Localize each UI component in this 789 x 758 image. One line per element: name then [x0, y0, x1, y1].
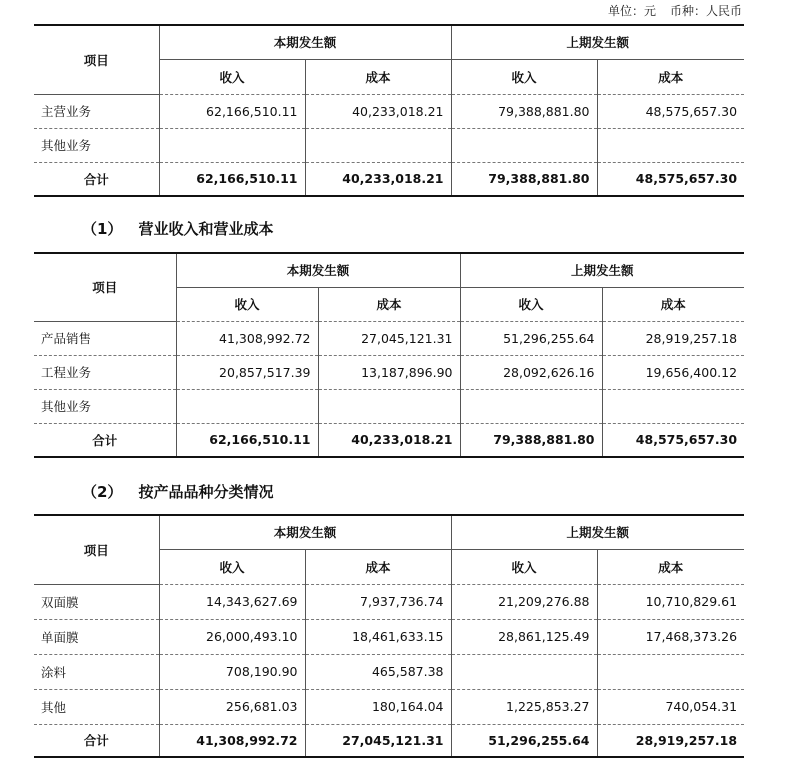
total-label: 合计 — [34, 423, 176, 457]
revenue-header: 收入 — [159, 59, 305, 94]
cell-previous-revenue: 28,092,626.16 — [460, 355, 602, 389]
section-number: （2） — [82, 483, 123, 501]
item-header: 项目 — [34, 253, 176, 321]
row-label: 主营业务 — [34, 94, 159, 128]
total-previous-revenue: 79,388,881.80 — [460, 423, 602, 457]
row-label: 其他业务 — [34, 389, 176, 423]
table-row — [34, 389, 744, 423]
cell-current-revenue — [159, 128, 305, 162]
section-number: （1） — [82, 220, 123, 238]
total-previous-revenue: 51,296,255.64 — [451, 724, 597, 757]
row-label: 其他业务 — [34, 128, 159, 162]
cell-current-revenue: 708,190.90 — [159, 654, 305, 689]
total-current-revenue: 41,308,992.72 — [159, 724, 305, 757]
cell-current-revenue: 62,166,510.11 — [159, 94, 305, 128]
previous-period-header: 上期发生额 — [451, 25, 744, 59]
cell-current-revenue — [176, 389, 318, 423]
item-header: 项目 — [34, 25, 159, 94]
cell-current-cost: 18,461,633.15 — [305, 619, 451, 654]
cost-header: 成本 — [597, 59, 744, 94]
previous-period-header: 上期发生额 — [460, 253, 744, 287]
section-title-revenue-cost — [82, 218, 273, 239]
cost-header: 成本 — [318, 287, 460, 321]
total-current-cost: 40,233,018.21 — [305, 162, 451, 196]
cell-previous-revenue: 21,209,276.88 — [451, 584, 597, 619]
total-previous-cost: 28,919,257.18 — [597, 724, 744, 757]
cost-header: 成本 — [305, 59, 451, 94]
cell-previous-revenue: 51,296,255.64 — [460, 321, 602, 355]
cell-current-revenue: 41,308,992.72 — [176, 321, 318, 355]
table-row — [34, 321, 744, 355]
cost-header: 成本 — [305, 549, 451, 584]
cell-previous-cost: 17,468,373.26 — [597, 619, 744, 654]
current-period-header: 本期发生额 — [159, 25, 451, 59]
product-category-table — [34, 514, 744, 758]
cell-previous-cost: 48,575,657.30 — [597, 94, 744, 128]
cell-current-cost: 465,587.38 — [305, 654, 451, 689]
cell-previous-revenue: 28,861,125.49 — [451, 619, 597, 654]
total-current-cost: 27,045,121.31 — [305, 724, 451, 757]
revenue-header: 收入 — [451, 549, 597, 584]
cell-current-revenue: 14,343,627.69 — [159, 584, 305, 619]
cell-previous-cost: 28,919,257.18 — [602, 321, 744, 355]
cell-current-revenue: 26,000,493.10 — [159, 619, 305, 654]
total-current-revenue: 62,166,510.11 — [176, 423, 318, 457]
cell-previous-revenue — [451, 654, 597, 689]
cell-previous-revenue: 79,388,881.80 — [451, 94, 597, 128]
currency-label: 币种：人民币 — [669, 4, 742, 18]
main-business-table — [34, 24, 744, 197]
cell-current-cost: 7,937,736.74 — [305, 584, 451, 619]
section-heading: 营业收入和营业成本 — [138, 220, 274, 238]
cell-current-cost: 180,164.04 — [305, 689, 451, 724]
row-label: 产品销售 — [34, 321, 176, 355]
section-title-product-category — [82, 481, 273, 502]
cell-current-cost: 27,045,121.31 — [318, 321, 460, 355]
total-row — [34, 162, 744, 196]
table-row — [34, 619, 744, 654]
cell-previous-cost: 740,054.31 — [597, 689, 744, 724]
item-header: 项目 — [34, 515, 159, 584]
cost-header: 成本 — [597, 549, 744, 584]
table-row — [34, 355, 744, 389]
revenue-cost-table — [34, 252, 744, 458]
total-current-cost: 40,233,018.21 — [318, 423, 460, 457]
cell-previous-cost: 10,710,829.61 — [597, 584, 744, 619]
unit-line — [594, 2, 742, 19]
table-row — [34, 689, 744, 724]
total-row — [34, 724, 744, 757]
total-label: 合计 — [34, 162, 159, 196]
total-label: 合计 — [34, 724, 159, 757]
cell-previous-revenue: 1,225,853.27 — [451, 689, 597, 724]
cell-previous-revenue — [460, 389, 602, 423]
row-label: 单面膜 — [34, 619, 159, 654]
revenue-header: 收入 — [176, 287, 318, 321]
previous-period-header: 上期发生额 — [451, 515, 744, 549]
cell-current-cost: 40,233,018.21 — [305, 94, 451, 128]
cell-previous-cost — [597, 654, 744, 689]
current-period-header: 本期发生额 — [176, 253, 460, 287]
revenue-header: 收入 — [451, 59, 597, 94]
cell-previous-cost — [602, 389, 744, 423]
row-label: 工程业务 — [34, 355, 176, 389]
table-row — [34, 94, 744, 128]
row-label: 双面膜 — [34, 584, 159, 619]
cell-current-revenue: 256,681.03 — [159, 689, 305, 724]
cell-current-revenue: 20,857,517.39 — [176, 355, 318, 389]
total-previous-revenue: 79,388,881.80 — [451, 162, 597, 196]
total-row — [34, 423, 744, 457]
revenue-header: 收入 — [460, 287, 602, 321]
table-row — [34, 128, 744, 162]
unit-label: 单位：元 — [607, 4, 656, 18]
total-current-revenue: 62,166,510.11 — [159, 162, 305, 196]
row-label: 涂料 — [34, 654, 159, 689]
cell-previous-cost: 19,656,400.12 — [602, 355, 744, 389]
section-heading: 按产品品种分类情况 — [138, 483, 274, 501]
cell-previous-cost — [597, 128, 744, 162]
total-previous-cost: 48,575,657.30 — [602, 423, 744, 457]
cell-current-cost — [318, 389, 460, 423]
current-period-header: 本期发生额 — [159, 515, 451, 549]
cell-previous-revenue — [451, 128, 597, 162]
revenue-header: 收入 — [159, 549, 305, 584]
total-previous-cost: 48,575,657.30 — [597, 162, 744, 196]
cell-current-cost: 13,187,896.90 — [318, 355, 460, 389]
cost-header: 成本 — [602, 287, 744, 321]
table-row — [34, 654, 744, 689]
cell-current-cost — [305, 128, 451, 162]
table-row — [34, 584, 744, 619]
row-label: 其他 — [34, 689, 159, 724]
